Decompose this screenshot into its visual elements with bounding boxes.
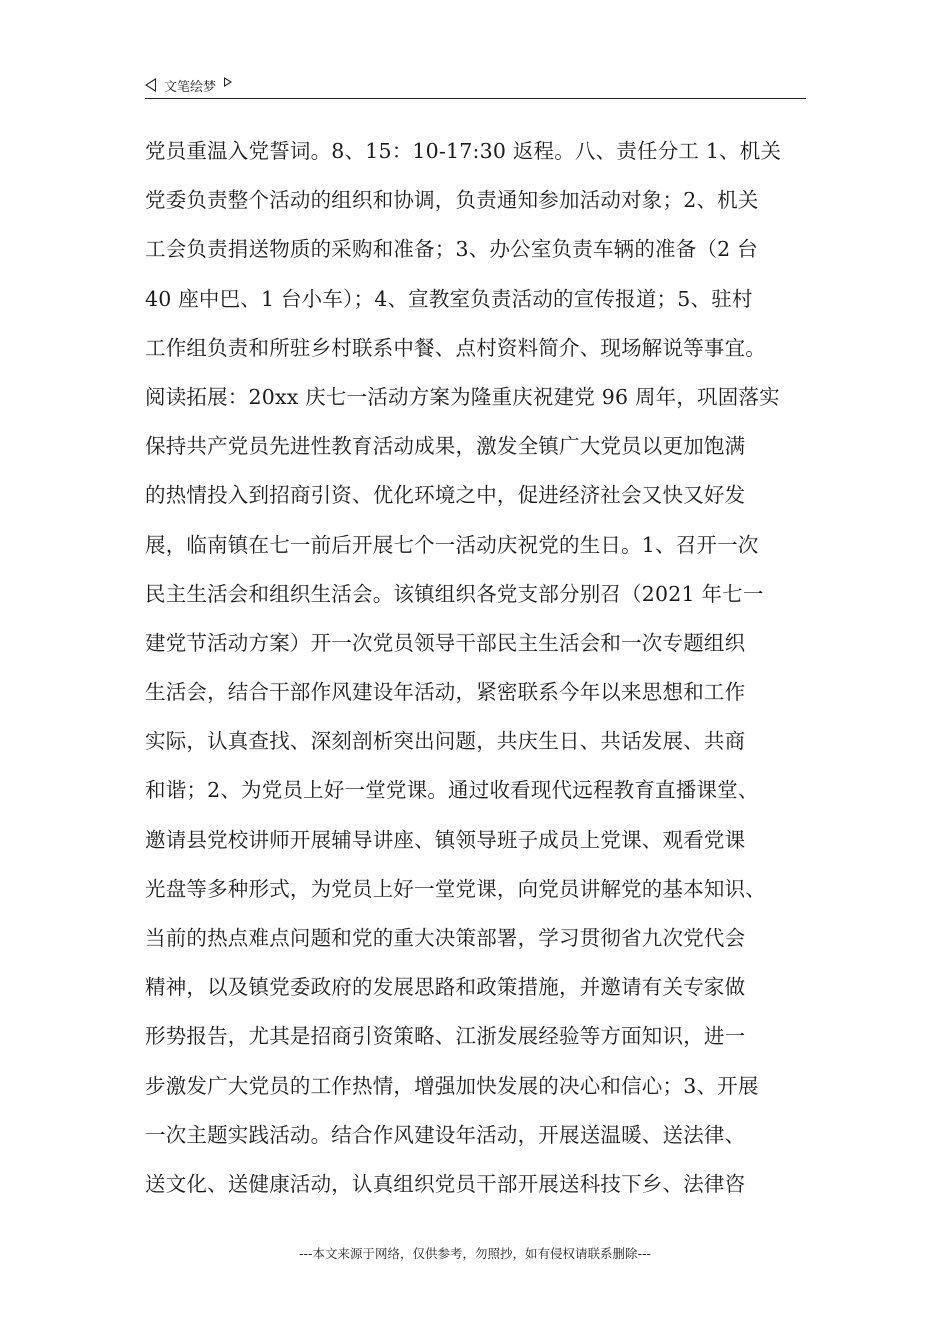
text-line: 生活会，结合干部作风建设年活动，紧密联系今年以来思想和工作 [145,680,746,705]
text-line: 实际，认真查找、深刻剖析突出问题，共庆生日、共话发展、共商 [145,729,746,754]
document-body [145,127,810,1209]
text-line: 邀请县党校讲师开展辅导讲座、镇领导班子成员上党课、观看党课 [145,827,746,852]
text-line: 工作组负责和所驻乡村联系中餐、点村资料简介、现场解说等事宜。 [145,335,766,360]
text-line: 党委负责整个活动的组织和协调，负责通知参加活动对象；2、机关 [145,188,759,213]
text-line: 一次主题实践活动。结合作风建设年活动，开展送温暖、送法律、 [145,1122,746,1147]
text-line: 展，临南镇在七一前后开展七个一活动庆祝党的生日。1、召开一次 [145,532,759,557]
text-line: 和谐；2、为党员上好一堂党课。通过收看现代远程教育直播课堂、 [145,778,759,803]
page-header [145,74,806,99]
text-line: 建党节活动方案）开一次党员领导干部民主生活会和一次专题组织 [145,630,746,655]
text-line: 步激发广大党员的工作热情，增强加快发展的决心和信心；3、开展 [145,1073,759,1098]
triangle-right-icon [224,77,232,87]
triangle-left-icon [145,78,156,92]
text-line: 光盘等多种形式，为党员上好一堂党课，向党员讲解党的基本知识、 [145,876,766,901]
page-footer: ---本文来源于网络，仅供参考，勿照抄，如有侵权请联系删除--- [298,1246,652,1261]
text-line: 送文化、送健康活动，认真组织党员干部开展送科技下乡、法律咨 [145,1171,746,1196]
text-line: 当前的热点难点问题和党的重大决策部署，学习贯彻省九次党代会 [145,926,746,950]
header-inner [145,74,806,96]
text-line: 阅读拓展：20xx 庆七一活动方案为隆重庆祝建党 96 周年，巩固落实 [145,384,780,409]
text-line: 党员重温入党誓词。8、15：10-17:30 返程。八、责任分工 1、机关 [145,139,782,163]
text-line: 工会负责捐送物质的采购和准备；3、办公室负责车辆的准备（2 台 [145,237,758,262]
text-line: 保持共产党员先进性教育活动成果，激发全镇广大党员以更加饱满 [145,434,746,459]
header-title: 文笔绘梦 [164,79,217,95]
text-line: 精神，以及镇党委政府的发展思路和政策措施，并邀请有关专家做 [145,975,746,1000]
text-line: 40 座中巴、1 台小车）；4、宣教室负责活动的宣传报道；5、驻村 [145,286,753,311]
text-line: 形势报告，尤其是招商引资策略、江浙发展经验等方面知识，进一 [145,1024,746,1049]
text-line: 的热情投入到招商引资、优化环境之中，促进经济社会又快又好发 [145,483,746,508]
text-line: 民主生活会和组织生活会。该镇组织各党支部分别召（2021 年七一 [145,581,764,606]
